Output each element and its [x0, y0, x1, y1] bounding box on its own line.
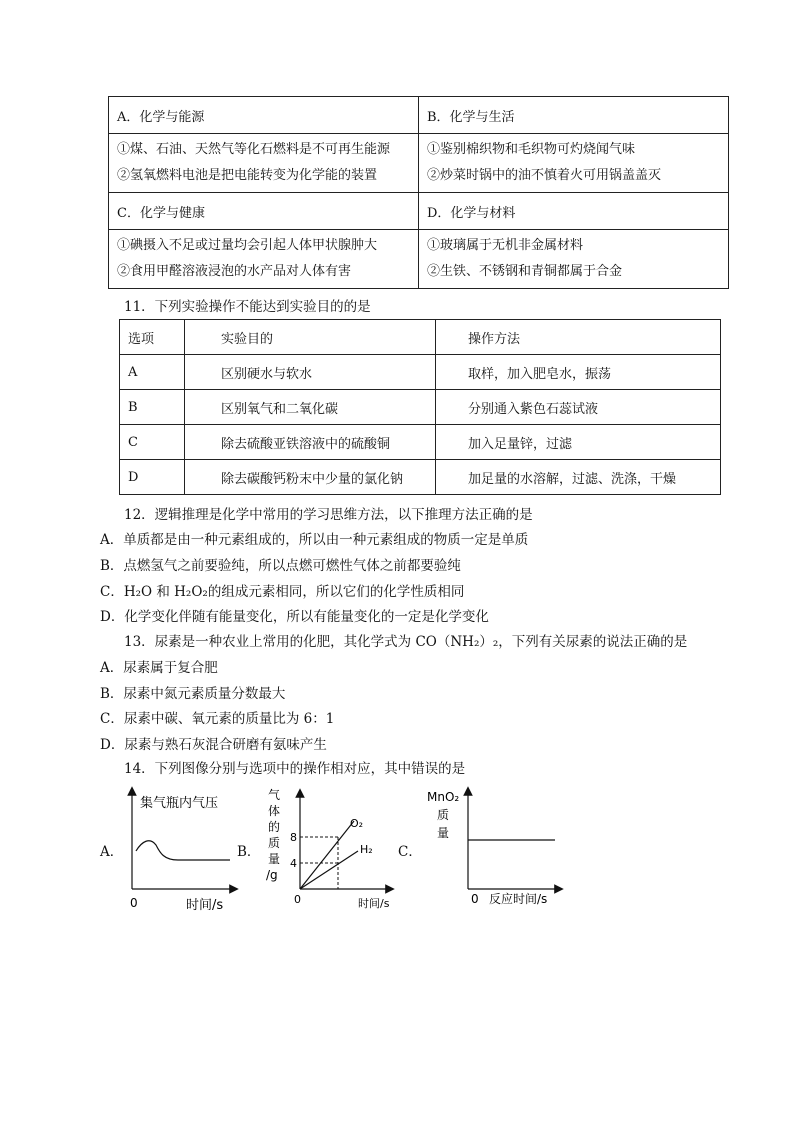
graph-b-label-h2: H₂ — [360, 843, 373, 856]
q13-option-c: C．尿素中碳、氧元素的质量比为 6：1 — [100, 711, 335, 727]
graph-a-curve — [136, 841, 230, 860]
graph-b-line-o2 — [300, 821, 354, 889]
row-a-option: A — [120, 355, 185, 390]
row-c-option: C — [120, 425, 185, 460]
svg-text:质: 质 — [437, 808, 450, 822]
col-option-header: 选项 — [120, 320, 185, 355]
graph-c-origin: 0 — [471, 892, 479, 906]
knowledge-table — [108, 96, 729, 289]
cell-b-header: B．化学与生活 — [419, 97, 729, 134]
graph-a — [120, 785, 240, 915]
row-c-purpose: 除去硫酸亚铁溶液中的硫酸铜 — [185, 425, 436, 460]
svg-text:气: 气 — [268, 788, 281, 802]
q13-option-a: A．尿素属于复合肥 — [100, 660, 218, 676]
question-13-stem: 13．尿素是一种农业上常用的化肥，其化学式为 CO（NH₂）₂，下列有关尿素的说法正确的是 — [124, 634, 688, 650]
graph-b-tick-8: 8 — [290, 831, 297, 844]
q12-option-c: C．H₂O 和 H₂O₂的组成元素相同，所以它们的化学性质相同 — [100, 584, 465, 600]
graph-b-line-h2 — [300, 851, 358, 889]
cell-d-body: ①玻璃属于无机非金属材料 ②生铁、不锈钢和青铜都属于合金 — [419, 230, 729, 289]
graph-a-xlabel: 时间/s — [186, 898, 224, 913]
row-d-method: 加足量的水溶解，过滤、洗涤，干燥 — [436, 460, 721, 495]
graph-b-xlabel: 时间/s — [358, 897, 390, 910]
q13-option-d: D．尿素与熟石灰混合研磨有氨味产生 — [100, 737, 327, 753]
cell-a-body: ①煤、石油、天然气等化石燃料是不可再生能源 ②氢氧燃料电池是把电能转变为化学能的装置 — [109, 134, 419, 193]
svg-text:的: 的 — [268, 820, 281, 834]
graph-a-origin: 0 — [130, 896, 138, 910]
svg-text:MnO₂: MnO₂ — [427, 790, 460, 804]
col-purpose-header: 实验目的 — [185, 320, 436, 355]
experiment-table — [119, 319, 721, 495]
svg-text:体: 体 — [268, 804, 281, 818]
cell-a-header: A．化学与能源 — [109, 97, 419, 134]
graph-c-xlabel: 反应时间/s — [489, 892, 548, 906]
graph-a-ylabel: 集气瓶内气压 — [140, 796, 219, 811]
row-b-purpose: 区别氧气和二氧化碳 — [185, 390, 436, 425]
graph-c — [425, 785, 565, 915]
row-b-option: B — [120, 390, 185, 425]
row-a-purpose: 区别硬水与软水 — [185, 355, 436, 390]
question-12-stem: 12．逻辑推理是化学中常用的学习思维方法，以下推理方法正确的是 — [124, 507, 533, 523]
graph-b-ylabel — [266, 787, 280, 882]
question-11-stem: 11．下列实验操作不能达到实验目的的是 — [124, 299, 371, 315]
svg-text:/g: /g — [266, 868, 278, 882]
q13-option-b: B．尿素中氮元素质量分数最大 — [100, 686, 286, 702]
graph-b-origin: 0 — [294, 893, 301, 906]
row-d-option: D — [120, 460, 185, 495]
svg-text:量: 量 — [268, 852, 281, 866]
q12-option-b: B．点燃氢气之前要验纯，所以点燃可燃性气体之前都要验纯 — [100, 558, 461, 574]
graph-b-label-o2: O₂ — [350, 817, 364, 830]
graph-b-tick-4: 4 — [290, 857, 297, 870]
graph-c-ylabel — [427, 790, 459, 840]
graph-b — [262, 785, 398, 915]
row-b-method: 分别通入紫色石蕊试液 — [436, 390, 721, 425]
graph-a-label: A． — [100, 844, 124, 860]
cell-d-header: D．化学与材料 — [419, 193, 729, 230]
cell-c-body: ①碘摄入不足或过量均会引起人体甲状腺肿大 ②食用甲醛溶液浸泡的水产品对人体有害 — [109, 230, 419, 289]
q12-option-a: A．单质都是由一种元素组成的，所以由一种元素组成的物质一定是单质 — [100, 532, 529, 548]
svg-text:质: 质 — [268, 836, 281, 850]
row-d-purpose: 除去碳酸钙粉末中少量的氯化钠 — [185, 460, 436, 495]
svg-text:量: 量 — [437, 826, 450, 840]
graph-c-label: C． — [398, 844, 422, 860]
graph-b-label: B． — [237, 844, 261, 860]
cell-b-body: ①鉴别棉织物和毛织物可灼烧闻气味 ②炒菜时锅中的油不慎着火可用锅盖盖灭 — [419, 134, 729, 193]
row-a-method: 取样，加入肥皂水，振荡 — [436, 355, 721, 390]
col-method-header: 操作方法 — [436, 320, 721, 355]
row-c-method: 加入足量锌，过滤 — [436, 425, 721, 460]
question-14-stem: 14．下列图像分别与选项中的操作相对应，其中错误的是 — [124, 761, 466, 777]
q12-option-d: D．化学变化伴随有能量变化，所以有能量变化的一定是化学变化 — [100, 609, 489, 625]
cell-c-header: C．化学与健康 — [109, 193, 419, 230]
